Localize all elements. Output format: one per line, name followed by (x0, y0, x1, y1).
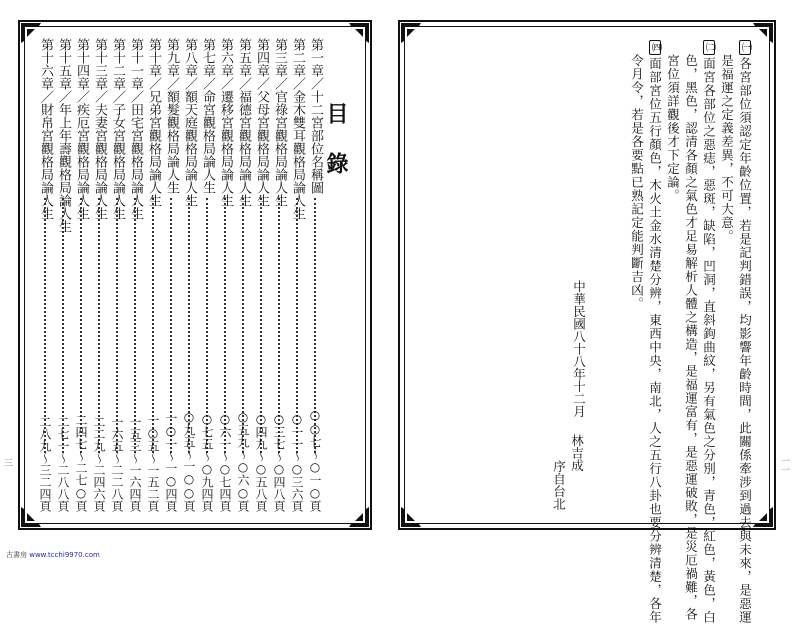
toc-page-range: 二七一～二八八頁 (56, 416, 70, 512)
toc-chapter: 第三章／官祿宮觀格局論人生 (272, 38, 287, 207)
preface-item-number: ㈡ (703, 42, 715, 53)
toc-row (109, 38, 125, 518)
preface-item-number: ㈣ (649, 42, 661, 53)
toc-page-range: 一五三～一六四頁 (128, 416, 142, 512)
preface-author: 林吉成 (569, 434, 585, 472)
toc-page-range: 二二九～二四六頁 (92, 416, 106, 512)
preface-date: 中華民國八十八年十二月 (571, 280, 587, 418)
toc-chapter: 第十五章／年上年壽觀格局論人生 (56, 38, 71, 233)
toc-row (55, 38, 71, 518)
toc-page-range: 二八九～三二四頁 (38, 416, 52, 512)
preface-line: ㈠各宮部位須認定年齡位置，若是記判錯誤，均影響年齡時間，此關係牽涉到過去與未來，是惡運 (737, 42, 753, 624)
toc-page-range: ○六一～○七四頁 (218, 412, 232, 512)
toc-chapter: 第十章／兄弟宮觀格局論人生 (146, 38, 161, 207)
toc-page-range: ○七五～○九四頁 (200, 412, 214, 512)
corner-ornament (401, 23, 421, 43)
corner-ornament (753, 507, 773, 527)
toc-row (199, 38, 215, 518)
toc-page-range: ○一一～○三六頁 (290, 412, 304, 512)
preface-line: ㈡面宮各部位之惡痣，惡斑，缺陷，凹洞，直斜鉤曲紋，另有氣色之分別，青色，紅色，黃色，白 (701, 42, 717, 624)
page-number-right: 一一 (779, 456, 789, 474)
toc-row (253, 38, 269, 518)
toc-chapter: 第十三章／夫妻宮觀格局論人生 (92, 38, 107, 220)
toc-row (73, 38, 89, 518)
toc-row (145, 38, 161, 518)
toc-title: 目錄 (323, 102, 349, 202)
toc-row (217, 38, 233, 518)
preface-line: 是福運之定義差異，不可大意。 (719, 54, 735, 243)
toc-row (91, 38, 107, 518)
preface-signoff: 序自台北 (551, 460, 567, 510)
toc-row (235, 38, 251, 518)
toc-page-range: ○五九～○六○頁 (236, 410, 250, 512)
toc-chapter: 第十四章／疾厄宮觀格局論人生 (74, 38, 89, 220)
toc-chapter: 第八章／額天庭觀格局論人生 (182, 38, 197, 207)
toc-chapter: 第五章／福德宮觀格局論人生 (236, 38, 251, 207)
toc-chapter: 第二章／金木雙耳觀格局論人生 (290, 38, 305, 220)
toc-page-range: 二四七～二七○頁 (74, 414, 88, 512)
toc-chapter: 第十六章／財帛宮觀格局論人生 (38, 38, 53, 220)
corner-ornament (21, 507, 41, 527)
corner-ornament (753, 23, 773, 43)
toc-row (289, 38, 305, 518)
toc-chapter: 第九章／額髮觀格局論人生 (164, 38, 179, 194)
toc-chapter: 第十一章／田宅宮觀格局論人生 (128, 38, 143, 220)
toc-leader-dots (134, 198, 136, 453)
toc-leader-dots (44, 198, 46, 453)
watermark: 古書房 www.tcchi9970.com (6, 551, 100, 559)
toc-chapter: 第十二章／子女宮觀格局論人生 (110, 38, 125, 220)
toc-row (163, 38, 179, 518)
toc-row (127, 38, 143, 518)
preface-line: 色，黑色，認清各顏之氣色才足易解析人體之構造，是福運富有，是惡運破敗，是災厄禍難，各 (683, 54, 699, 621)
corner-ornament (401, 507, 421, 527)
toc-leader-dots (116, 198, 118, 453)
toc-page-range: 一○五～一五二頁 (146, 414, 160, 512)
toc-chapter: 第六章／遷移宮觀格局論人生 (218, 38, 233, 207)
toc-row (37, 38, 53, 518)
left-page-toc (18, 20, 372, 530)
toc-page-range: ○三七～○四八頁 (272, 412, 286, 512)
preface-item-number: ㈠ (739, 42, 751, 53)
toc-page-range: ○四九～○五八頁 (254, 412, 268, 512)
right-page-preface (398, 20, 776, 624)
toc-chapter: 第四章／父母宮觀格局論人生 (254, 38, 269, 207)
corner-ornament (21, 23, 41, 43)
toc-chapter: 第七章／命宮觀格局論人生 (200, 38, 215, 194)
page-number-left: 三 (4, 459, 14, 469)
corner-ornament (349, 23, 369, 43)
toc-page-range: ○九五～一○○頁 (182, 410, 196, 512)
toc-chapter: 第一章／十二宮部位名稱圖 (308, 38, 323, 194)
preface-line: 令月令，若是各要點已熟記定能判斷吉凶。 (629, 54, 645, 311)
toc-page-range: 一○一～一○四頁 (164, 412, 178, 512)
toc-page-range: 一六五～二二八頁 (110, 416, 124, 512)
toc-row (307, 38, 323, 518)
preface-line: 宮位須詳觀後才下定論。 (665, 54, 681, 203)
corner-ornament (349, 507, 369, 527)
toc-leader-dots (62, 198, 64, 453)
toc-row (271, 38, 287, 518)
toc-row (181, 38, 197, 518)
toc-page-range: ○○七～○一○頁 (308, 408, 322, 512)
toc-leader-dots (98, 198, 100, 453)
preface-line: ㈣面部宮位五行顏色，木火土金水清楚分辨，東西中央，南北，人之五行八卦也要分辨清楚，各年 (647, 42, 663, 624)
